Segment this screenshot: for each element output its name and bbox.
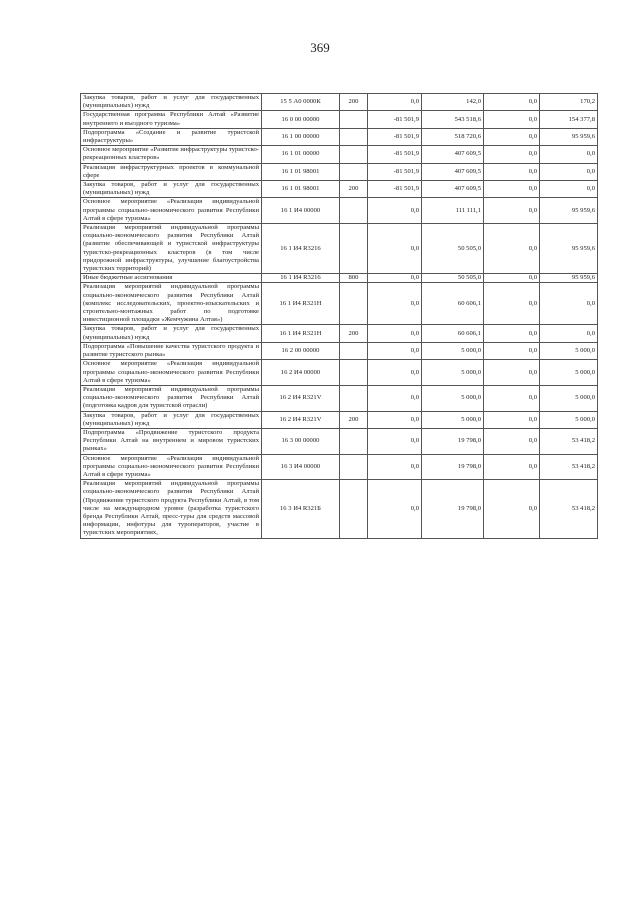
row-value-2: 19 798,0	[422, 480, 484, 538]
row-value-2: 142,0	[422, 94, 484, 111]
row-value-4: 5 000,0	[540, 411, 598, 428]
row-name: Закупка товаров, работ и услуг для государственных (муниципальных) нужд	[81, 181, 262, 198]
row-expense-type	[340, 111, 368, 128]
row-name: Закупка товаров, работ и услуг для государственных (муниципальных) нужд	[81, 325, 262, 342]
row-value-1: 0,0	[368, 94, 422, 111]
row-code: 16 1 01 00000	[262, 146, 340, 163]
row-code: 16 2 И4 R321V	[262, 385, 340, 411]
row-name: Подпрограмма «Создание и развитие туристской инфраструктуры»	[81, 128, 262, 145]
row-value-4: 0,0	[540, 283, 598, 325]
row-code: 16 2 00 00000	[262, 342, 340, 359]
table-row	[81, 94, 598, 111]
table-row	[81, 198, 598, 224]
row-value-4: 5 000,0	[540, 385, 598, 411]
row-value-3: 0,0	[484, 198, 540, 224]
row-name: Государственная программа Республики Алтай «Развитие внутреннего и въездного туризма»	[81, 111, 262, 128]
row-value-4: 154 377,8	[540, 111, 598, 128]
row-value-2: 5 000,0	[422, 360, 484, 386]
row-code: 16 1 И4 R321Н	[262, 325, 340, 342]
row-value-2: 60 606,1	[422, 325, 484, 342]
row-name: Реализация мероприятий индивидуальной программы социально-экономического развития Республики Алтай (подготовка кадров для туристской отрасли)	[81, 385, 262, 411]
row-value-4: 53 418,2	[540, 480, 598, 538]
row-value-4: 0,0	[540, 181, 598, 198]
budget-table	[80, 93, 598, 539]
row-value-1: -81 501,9	[368, 163, 422, 180]
row-value-3: 0,0	[484, 283, 540, 325]
row-expense-type	[340, 480, 368, 538]
page-number: 369	[310, 40, 330, 55]
row-expense-type: 200	[340, 181, 368, 198]
table-row	[81, 411, 598, 428]
row-value-1: 0,0	[368, 385, 422, 411]
row-code: 16 1 И4 00000	[262, 198, 340, 224]
table-row	[81, 163, 598, 180]
row-value-3: 0,0	[484, 274, 540, 283]
row-value-3: 0,0	[484, 181, 540, 198]
row-code: 16 3 00 00000	[262, 428, 340, 454]
row-expense-type	[340, 385, 368, 411]
row-value-3: 0,0	[484, 342, 540, 359]
row-value-1: -81 501,9	[368, 146, 422, 163]
row-value-1: -81 501,9	[368, 111, 422, 128]
table-row	[81, 342, 598, 359]
table-row	[81, 111, 598, 128]
row-value-1: 0,0	[368, 454, 422, 480]
row-value-4: 0,0	[540, 146, 598, 163]
row-expense-type	[340, 428, 368, 454]
row-value-1: 0,0	[368, 342, 422, 359]
row-value-4: 95 959,6	[540, 224, 598, 274]
row-value-3: 0,0	[484, 128, 540, 145]
row-code: 16 1 И4 R321Н	[262, 283, 340, 325]
row-value-4: 170,2	[540, 94, 598, 111]
table-row	[81, 480, 598, 538]
row-name: Основное мероприятие «Реализация индивидуальной программы социально-экономического развития Республики Алтай в сфере туризма»	[81, 454, 262, 480]
row-value-4: 53 418,2	[540, 428, 598, 454]
row-name: Основное мероприятие «Развитие инфраструктуры туристско-рекреационных кластеров»	[81, 146, 262, 163]
table-row	[81, 283, 598, 325]
table-row	[81, 454, 598, 480]
row-value-3: 0,0	[484, 411, 540, 428]
row-value-3: 0,0	[484, 454, 540, 480]
table-row	[81, 325, 598, 342]
row-value-2: 407 609,5	[422, 181, 484, 198]
row-value-4: 95 959,6	[540, 128, 598, 145]
row-value-3: 0,0	[484, 385, 540, 411]
row-value-3: 0,0	[484, 146, 540, 163]
row-code: 16 1 00 00000	[262, 128, 340, 145]
row-name: Реализация мероприятий индивидуальной программы социально-экономического развития Республики Алтай (комплекс исследовательских, проектно-изыскательских и строительно-монтажных работ по подготовке инвестиционной площадки «Жемчужина Алтая»)	[81, 283, 262, 325]
row-expense-type	[340, 128, 368, 145]
row-expense-type: 800	[340, 274, 368, 283]
row-value-2: 19 798,0	[422, 454, 484, 480]
row-name: Основное мероприятие «Реализация индивидуальной программы социально-экономического развития Республики Алтай в сфере туризма»	[81, 198, 262, 224]
row-code: 16 1 И4 R3216	[262, 274, 340, 283]
row-value-2: 50 505,0	[422, 224, 484, 274]
row-value-1: -81 501,9	[368, 128, 422, 145]
row-value-3: 0,0	[484, 94, 540, 111]
row-expense-type: 200	[340, 411, 368, 428]
table-row	[81, 428, 598, 454]
table-row	[81, 385, 598, 411]
row-value-1: 0,0	[368, 283, 422, 325]
row-value-2: 5 000,0	[422, 411, 484, 428]
row-value-2: 5 000,0	[422, 342, 484, 359]
row-value-4: 0,0	[540, 325, 598, 342]
row-value-3: 0,0	[484, 163, 540, 180]
row-value-3: 0,0	[484, 428, 540, 454]
table-row	[81, 146, 598, 163]
row-value-2: 518 720,6	[422, 128, 484, 145]
row-expense-type	[340, 146, 368, 163]
row-value-4: 5 000,0	[540, 342, 598, 359]
row-value-2: 407 609,5	[422, 146, 484, 163]
row-name: Реализация мероприятий индивидуальной программы социально-экономического развития Республики Алтай (развитие обеспечивающей и туристской инфраструктуры туристско-рекреационных кластеров (в том числе придорожной инфраструктуры, улучшение благоустройства туристских территорий)	[81, 224, 262, 274]
row-value-2: 111 111,1	[422, 198, 484, 224]
table-row	[81, 128, 598, 145]
row-value-1: 0,0	[368, 480, 422, 538]
row-code: 16 3 И4 00000	[262, 454, 340, 480]
row-value-3: 0,0	[484, 360, 540, 386]
row-value-1: 0,0	[368, 198, 422, 224]
row-value-3: 0,0	[484, 224, 540, 274]
row-value-1: 0,0	[368, 325, 422, 342]
row-expense-type	[340, 454, 368, 480]
row-value-4: 5 000,0	[540, 360, 598, 386]
row-value-4: 53 418,2	[540, 454, 598, 480]
row-name: Иные бюджетные ассигнования	[81, 274, 262, 283]
row-code: 16 1 И4 R3216	[262, 224, 340, 274]
table-row	[81, 224, 598, 274]
row-expense-type: 200	[340, 94, 368, 111]
row-value-2: 543 518,6	[422, 111, 484, 128]
row-value-2: 407 609,5	[422, 163, 484, 180]
row-value-2: 19 798,0	[422, 428, 484, 454]
row-value-3: 0,0	[484, 325, 540, 342]
table-row	[81, 360, 598, 386]
row-name: Подпрограмма «Повышение качества туристского продукта и развитие туристского рынка»	[81, 342, 262, 359]
row-expense-type	[340, 163, 368, 180]
row-value-2: 5 000,0	[422, 385, 484, 411]
row-code: 15 5 А0 0000К	[262, 94, 340, 111]
row-name: Подпрограмма «Продвижение туристского продукта Республики Алтай на внутреннем и мировом туристских рынках»	[81, 428, 262, 454]
row-value-1: -81 501,9	[368, 181, 422, 198]
row-expense-type	[340, 224, 368, 274]
row-code: 16 0 00 00000	[262, 111, 340, 128]
table-row	[81, 274, 598, 283]
row-value-2: 50 505,0	[422, 274, 484, 283]
table-row	[81, 181, 598, 198]
row-code: 16 2 И4 00000	[262, 360, 340, 386]
row-code: 16 2 И4 R321V	[262, 411, 340, 428]
row-code: 16 1 01 98001	[262, 163, 340, 180]
row-value-2: 60 606,1	[422, 283, 484, 325]
row-code: 16 3 И4 R321Б	[262, 480, 340, 538]
row-value-1: 0,0	[368, 411, 422, 428]
row-value-3: 0,0	[484, 111, 540, 128]
row-expense-type	[340, 360, 368, 386]
row-expense-type	[340, 342, 368, 359]
row-name: Закупка товаров, работ и услуг для государственных (муниципальных) нужд	[81, 94, 262, 111]
row-expense-type	[340, 283, 368, 325]
row-value-1: 0,0	[368, 428, 422, 454]
row-value-1: 0,0	[368, 274, 422, 283]
row-code: 16 1 01 98001	[262, 181, 340, 198]
row-value-4: 95 959,6	[540, 198, 598, 224]
row-value-4: 95 959,6	[540, 274, 598, 283]
row-expense-type: 200	[340, 325, 368, 342]
row-value-3: 0,0	[484, 480, 540, 538]
row-name: Закупка товаров, работ и услуг для государственных (муниципальных) нужд	[81, 411, 262, 428]
row-name: Реализация мероприятий индивидуальной программы социально-экономического развития Республики Алтай (Продвижение туристского продукта Республики Алтай, в том числе на международном уровне (разработка туристского бренда Республики Алтай, пресс-туры для средств массовой информации, инфотуры для туроператоров, участие в туристских мероприятиях,	[81, 480, 262, 538]
row-value-1: 0,0	[368, 224, 422, 274]
row-name: Основное мероприятие «Реализация индивидуальной программы социально-экономического развития Республики Алтай в сфере туризма»	[81, 360, 262, 386]
row-value-1: 0,0	[368, 360, 422, 386]
row-value-4: 0,0	[540, 163, 598, 180]
row-expense-type	[340, 198, 368, 224]
row-name: Реализация инфраструктурных проектов в коммунальной сфере	[81, 163, 262, 180]
